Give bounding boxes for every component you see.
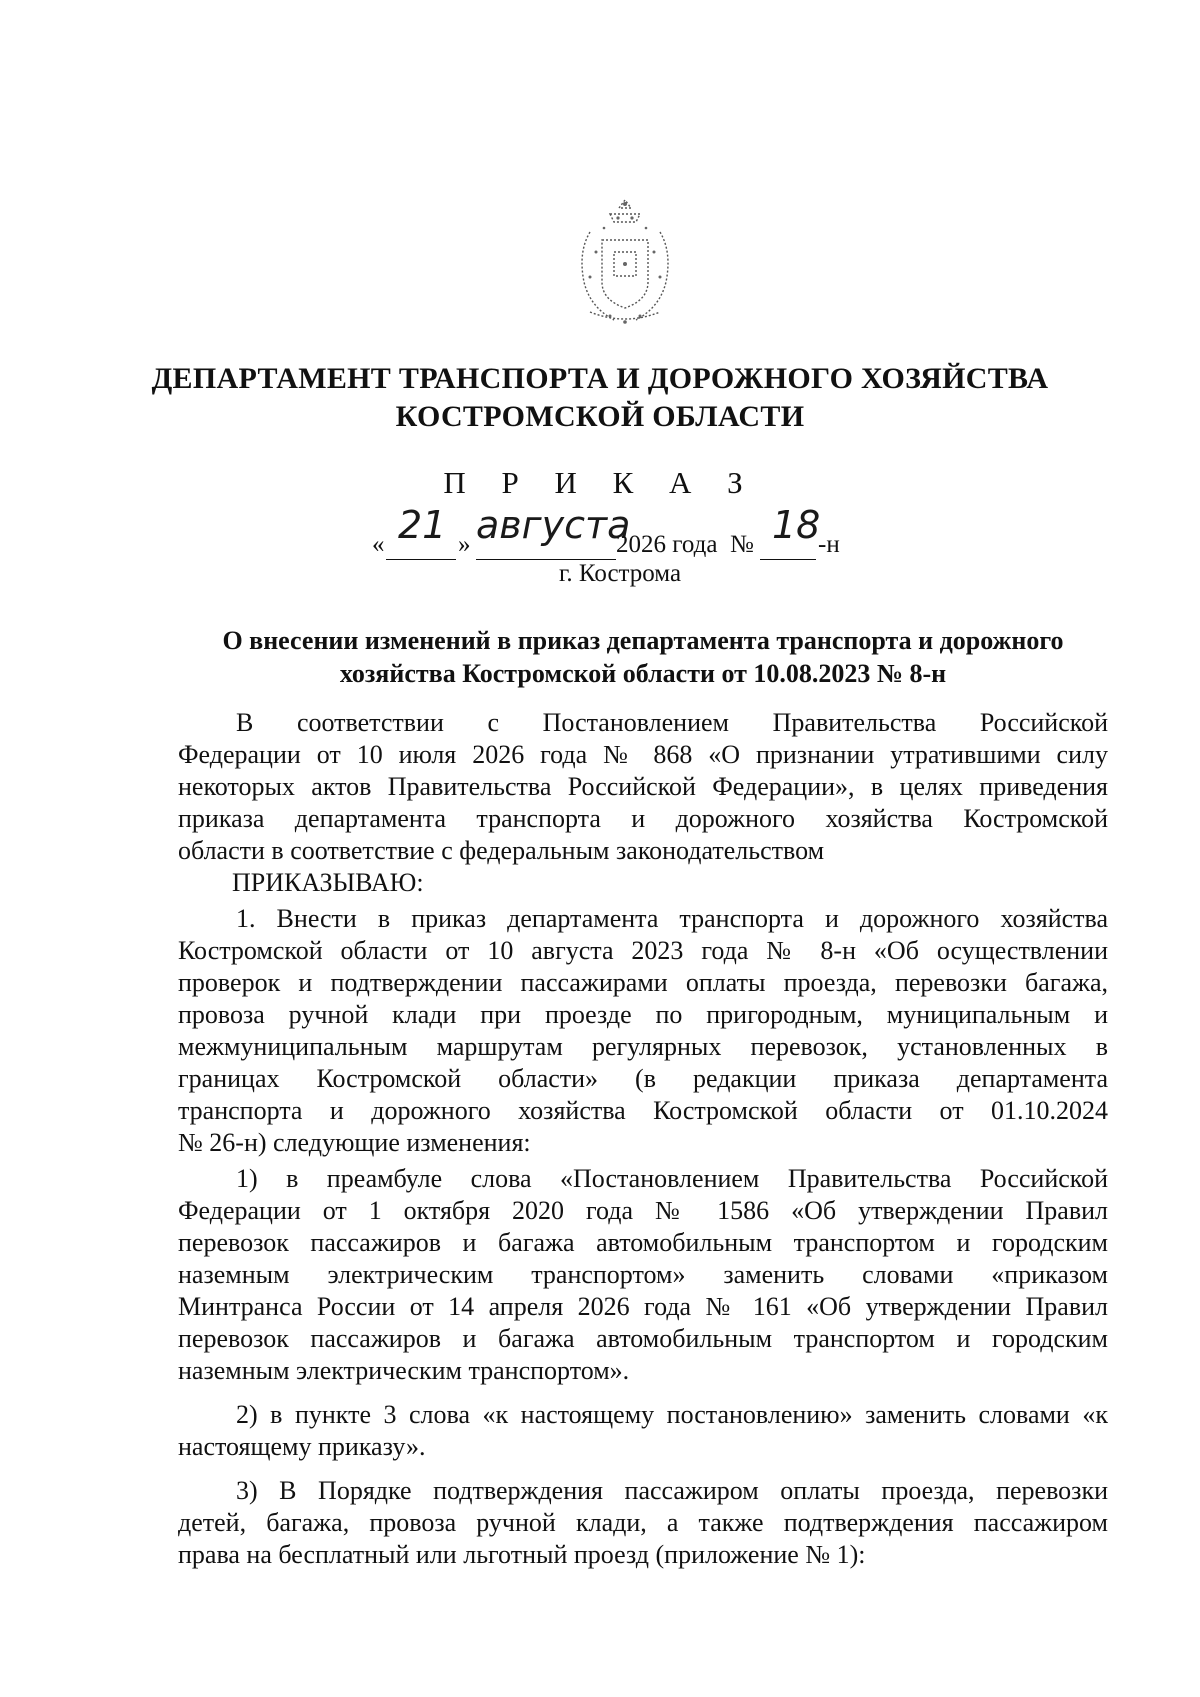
- handwritten-day: 21: [398, 503, 447, 547]
- year-text: 2026 года: [616, 531, 718, 558]
- body-line: межмуниципальным маршрутам регулярных перевозок, установленных в: [178, 1032, 1108, 1061]
- body-line: 3) В Порядке подтверждения пассажиром оплаты проезда, перевозки: [236, 1476, 1108, 1505]
- quote-close: »: [458, 531, 471, 558]
- subject-line-2: хозяйства Костромской области от 10.08.2023 № 8-н: [339, 659, 947, 688]
- handwritten-number: 18: [772, 503, 821, 547]
- body-line: настоящему приказу».: [178, 1432, 426, 1461]
- document-type-title: П Р И К А З: [443, 465, 757, 500]
- city-name: г. Кострома: [558, 560, 682, 587]
- body-line: границах Костромской области» (в редакции приказа департамента: [178, 1064, 1108, 1093]
- body-line: 2) в пункте 3 слова «к настоящему постановлению» заменить словами «к: [236, 1400, 1108, 1429]
- body-line: Федерации от 10 июля 2026 года № 868 «О признании утратившими силу: [178, 740, 1108, 769]
- body-line: приказа департамента транспорта и дорожного хозяйства Костромской: [178, 804, 1108, 833]
- body-line: В соответствии с Постановлением Правительства Российской: [236, 708, 1108, 737]
- body-line: Костромской области от 10 августа 2023 года № 8-н «Об осуществлении: [178, 936, 1108, 965]
- body-line: некоторых актов Правительства Российской Федерации», в целях приведения: [178, 772, 1108, 801]
- quote-open: «: [372, 531, 385, 558]
- body-line: права на бесплатный или льготный проезд (приложение № 1):: [178, 1540, 866, 1569]
- handwritten-month: августа: [476, 503, 631, 547]
- body-line: детей, багажа, провоза ручной клади, а также подтверждения пассажиром: [178, 1508, 1108, 1537]
- number-suffix: -н: [818, 531, 840, 558]
- department-name-line1: ДЕПАРТАМЕНТ ТРАНСПОРТА И ДОРОЖНОГО ХОЗЯЙСТВА: [151, 362, 1049, 395]
- number-sign: №: [730, 531, 754, 558]
- subject-line-1: О внесении изменений в приказ департамента транспорта и дорожного: [222, 626, 1064, 655]
- body-line: перевозок пассажиров и багажа автомобильным транспортом и городским: [178, 1228, 1108, 1257]
- body-line: наземным электрическим транспортом».: [178, 1356, 630, 1385]
- body-line: № 26-н) следующие изменения:: [178, 1128, 531, 1157]
- order-subject: [178, 624, 1108, 690]
- body-line: провоза ручной клади при проезде по пригородным, муниципальным и: [178, 1000, 1108, 1029]
- body-line: 1. Внести в приказ департамента транспорта и дорожного хозяйства: [236, 904, 1108, 933]
- body-line: транспорта и дорожного хозяйства Костромской области от 01.10.2024: [178, 1096, 1108, 1125]
- body-line: проверок и подтверждении пассажирами оплаты проезда, перевозки багажа,: [178, 968, 1108, 997]
- body-line: Минтранса России от 14 апреля 2026 года № 161 «Об утверждении Правил: [178, 1292, 1108, 1321]
- body-line: перевозок пассажиров и багажа автомобильным транспортом и городским: [178, 1324, 1108, 1353]
- body-line: 1) в преамбуле слова «Постановлением Правительства Российской: [236, 1164, 1108, 1193]
- coat-of-arms-icon: [560, 192, 690, 332]
- body-line: ПРИКАЗЫВАЮ:: [232, 868, 424, 897]
- department-name-line2: КОСТРОМСКОЙ ОБЛАСТИ: [395, 400, 805, 433]
- body-line: Федерации от 1 октября 2020 года № 1586 «Об утверждении Правил: [178, 1196, 1108, 1225]
- body-line: наземным электрическим транспортом» заменить словами «приказом: [178, 1260, 1108, 1289]
- body-line: области в соответствие с федеральным законодательством: [178, 836, 825, 865]
- date-number-line: [372, 503, 892, 558]
